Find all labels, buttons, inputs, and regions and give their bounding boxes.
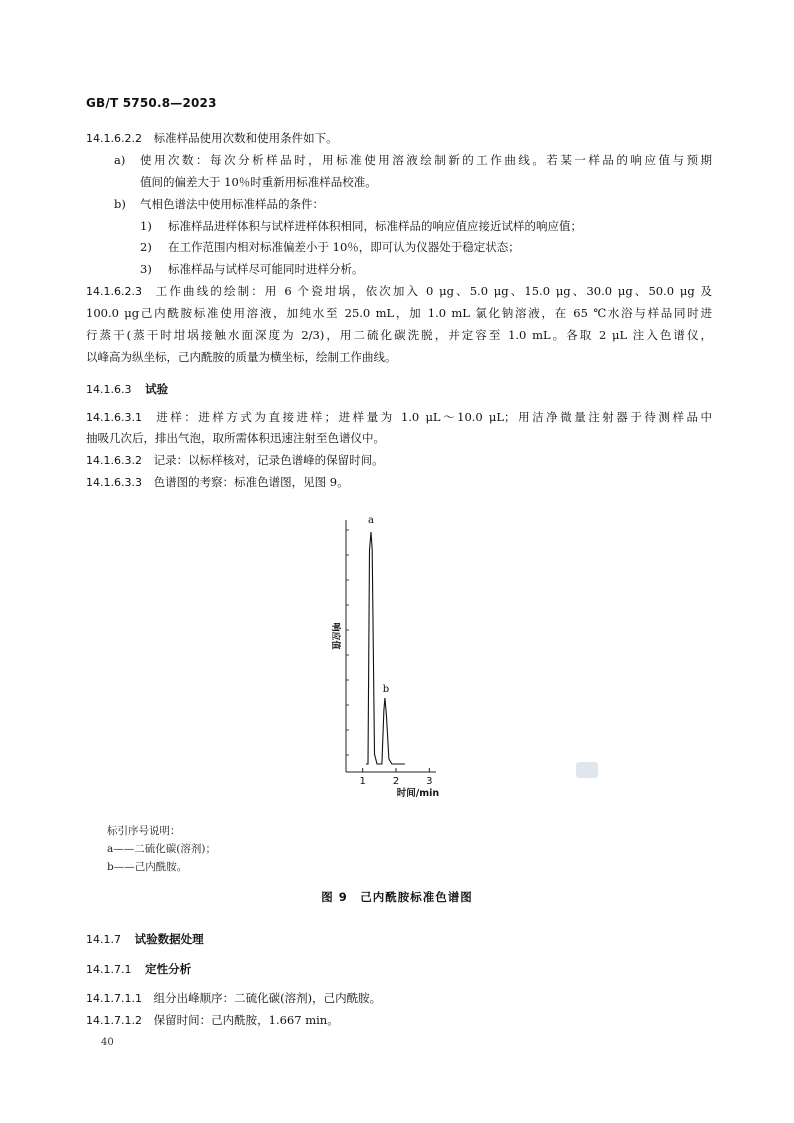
section-14-1-7-1 <box>86 962 191 977</box>
clause-14-1-6-2-3-line4: 以峰高为纵坐标，己内酰胺的质量为横坐标，绘制工作曲线。 <box>86 350 397 364</box>
watermark-logo <box>576 762 598 778</box>
clause-text: 记录：以标样核对，记录色谱峰的保留时间。 <box>153 453 384 467</box>
item-b3-label: 3) <box>140 262 152 276</box>
standard-header: GB/T 5750.8—2023 <box>86 96 217 110</box>
clause-number: 14.1.7.1.2 <box>86 1014 142 1027</box>
chromatogram-plot <box>330 515 439 799</box>
section-number: 14.1.7.1 <box>86 963 132 976</box>
clause-number: 14.1.6.3.3 <box>86 476 142 489</box>
x-tick-label: 2 <box>392 776 400 787</box>
clause-text: 标准样品使用次数和使用条件如下。 <box>153 131 338 145</box>
clause-14-1-7-1-2 <box>86 1013 339 1028</box>
clause-14-1-7-1-1 <box>86 991 381 1006</box>
item-b-text: 气相色谱法中使用标准样品的条件： <box>140 197 324 211</box>
section-14-1-7 <box>86 932 204 947</box>
legend-item-b: b——己内酰胺。 <box>107 861 188 873</box>
x-tick-label: 1 <box>359 776 366 787</box>
clause-14-1-6-2-3-line2: 100.0 μg己内酰胺标准使用溶液，加纯水至 25.0 mL，加 1.0 mL 氯化钠溶液，在 65 ℃水浴与样品同时进 <box>86 306 712 320</box>
clause-text: 进样：进样方式为直接进样；进样量为 1.0 μL～10.0 μL；用洁净微量注射器于待测样品中 <box>156 410 713 424</box>
section-number: 14.1.6.3 <box>86 383 132 396</box>
clause-14-1-6-3-1-line2: 抽吸几次后，排出气泡，取所需体积迅速注射至色谱仪中。 <box>86 431 385 445</box>
page-number: 40 <box>101 1037 114 1048</box>
item-b3-text: 标准样品与试样尽可能同时进样分析。 <box>168 262 364 276</box>
clause-number: 14.1.6.2.2 <box>86 132 142 145</box>
item-a-line2: 值间的偏差大于 10％时重新用标准样品校准。 <box>140 175 377 189</box>
clause-text: 工作曲线的绘制：用 6 个瓷坩埚，依次加入 0 μg、5.0 μg、15.0 μg、30.0 μg、50.0 μg 及 <box>155 284 712 298</box>
figure-caption: 图 9 己内酰胺标准色谱图 <box>321 890 473 904</box>
legend-item-a: a——二硫化碳(溶剂)； <box>107 843 216 855</box>
item-b1-label: 1) <box>140 219 152 233</box>
item-b-label: b) <box>114 197 126 211</box>
x-tick-label: 3 <box>426 776 433 787</box>
section-title: 试验 <box>145 382 169 396</box>
item-b2-text: 在工作范围内相对标准偏差小于 10％，即可认为仪器处于稳定状态； <box>168 240 520 254</box>
clause-text: 保留时间：己内酰胺，1.667 min。 <box>153 1013 339 1027</box>
item-a-label: a) <box>114 153 126 167</box>
section-title: 试验数据处理 <box>134 932 204 946</box>
section-number: 14.1.7 <box>86 933 121 946</box>
peak-label-a: a <box>368 515 374 526</box>
clause-text: 组分出峰顺序：二硫化碳(溶剂)，己内酰胺。 <box>153 991 382 1005</box>
item-b1-text: 标准样品进样体积与试样进样体积相同，标准样品的响应值应接近试样的响应值； <box>168 219 582 233</box>
peak-label-b: b <box>382 684 390 695</box>
legend-title: 标引序号说明： <box>107 825 181 837</box>
clause-number: 14.1.6.2.3 <box>86 285 142 298</box>
chromatogram-trace <box>366 532 405 764</box>
clause-number: 14.1.7.1.1 <box>86 992 142 1005</box>
clause-14-1-6-2-3-line3: 行蒸干(蒸干时坩埚接触水面深度为 2/3)，用二硫化碳洗脱，并定容至 1.0 mL。各取 2 μL 注入色谱仪， <box>86 328 712 342</box>
item-a-line1: 使用次数：每次分析样品时，用标准使用溶液绘制新的工作曲线。若某一样品的响应值与预期 <box>140 153 712 167</box>
section-title: 定性分析 <box>145 962 192 976</box>
clause-number: 14.1.6.3.1 <box>86 411 142 424</box>
clause-text: 色谱图的考察：标准色谱图，见图 9。 <box>153 475 349 489</box>
item-b2-label: 2) <box>140 240 152 254</box>
y-axis-label: 响应值 <box>330 622 340 650</box>
x-axis-label: 时间/min <box>396 788 440 799</box>
clause-number: 14.1.6.3.2 <box>86 454 142 467</box>
